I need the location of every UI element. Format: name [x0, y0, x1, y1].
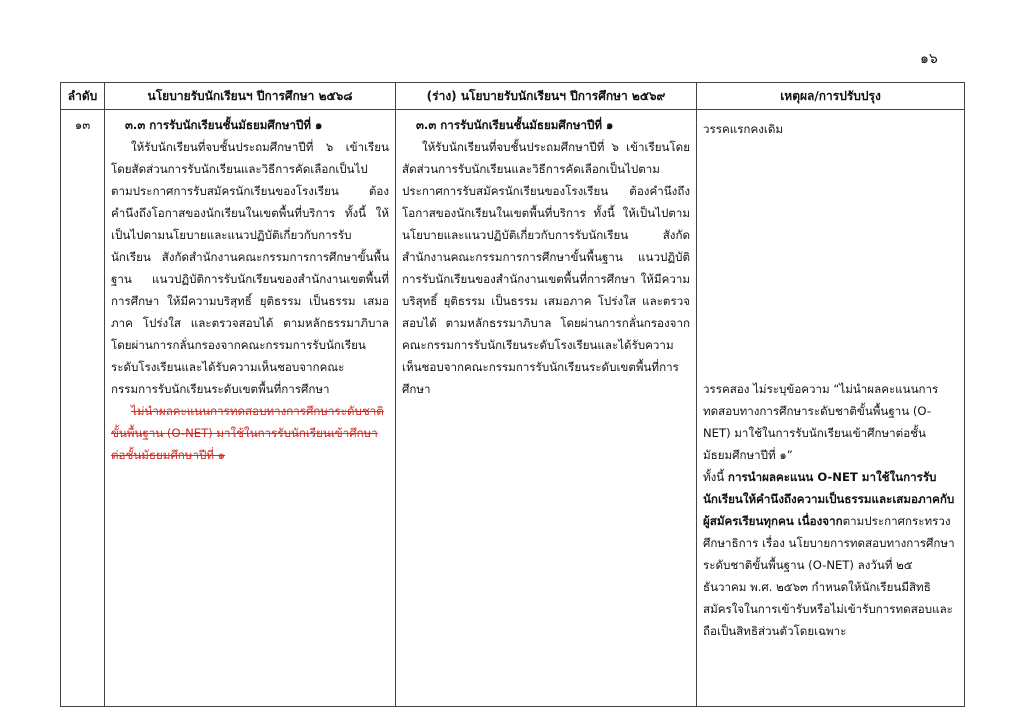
- header-reason: เหตุผล/การปรับปรุง: [697, 83, 965, 110]
- policy-2569-cell: [396, 110, 697, 707]
- reason-cell: [697, 110, 965, 707]
- page-number: ๑๖: [920, 51, 938, 67]
- reason-first-paragraph: วรรคแรกคงเดิม: [703, 122, 783, 136]
- policy-2569-heading: ๓.๓ การรับนักเรียนชั้นมัธยมศึกษาปีที่ ๑: [416, 118, 614, 132]
- reason-second-paragraph: วรรคสอง ไม่ระบุข้อความ “ไม่นำผลคะแนนการทดสอบทางการศึกษาระดับชาติขั้นพื้นฐาน (O-NET) มาใช้ในการรับนักเรียนเข้าศึกษาต่อชั้นมัธยมศึกษาปีที่ ๑”: [703, 382, 939, 462]
- policy-2568-paragraph: ให้รับนักเรียนที่จบชั้นประถมศึกษาปีที่ ๖ เข้าเรียนโดยสัดส่วนการรับนักเรียนและวิธีการคัดเลือกเป็นไปตามประกาศการรับสมัครนักเรียนของโรงเรียน ต้องคำนึงถึงโอกาสของนักเรียนในเขตพื้นที่บริการ ทั้งนี้ ให้เป็นไปตามนโยบายและแนวปฏิบัติเกี่ยวกับการรับนักเรียน สังกัดสำนักงานคณะกรรมการการศึกษาขั้นพื้นฐาน แนวปฏิบัติการรับนักเรียนของสำนักงานเขตพื้นที่การศึกษา ให้มีความบริสุทธิ์ ยุติธรรม เป็นธรรม เสมอภาค โปร่งใส และตรวจสอบได้ ตามหลักธรรมาภิบาล โดยผ่านการกลั่นกรองจากคณะกรรมการรับนักเรียนระดับโรงเรียนและได้รับความเห็นชอบจากคณะกรรมการรับนักเรียนระดับเขตพื้นที่การศึกษา: [111, 140, 389, 396]
- reason-third-bold: การนำผลคะแนน O-NET มาใช้ในการรับนักเรียนให้คำนึงถึงความเป็นธรรมและเสมอภาคกับผู้สมัครเรียนทุกคน เนื่องจาก: [703, 470, 955, 528]
- policy-comparison-table: [60, 82, 965, 707]
- reason-third-paragraph: [703, 466, 958, 642]
- header-policy-2568: นโยบายรับนักเรียนฯ ปีการศึกษา ๒๕๖๘: [105, 83, 396, 110]
- policy-2568-heading: ๓.๓ การรับนักเรียนชั้นมัธยมศึกษาปีที่ ๑: [125, 118, 323, 132]
- header-policy-2569: (ร่าง) นโยบายรับนักเรียนฯ ปีการศึกษา ๒๕๖๙: [396, 83, 697, 110]
- reason-third-rest: ตามประกาศกระทรวงศึกษาธิการ เรื่อง นโยบายการทดสอบทางการศึกษาระดับชาติขั้นพื้นฐาน (O-NET) ลงวันที่ ๒๕ ธันวาคม พ.ศ. ๒๕๖๓ กำหนดให้นักเรียนมีสิทธิสมัครใจในการเข้ารับหรือไม่เข้ารับการทดสอบและถือเป็นสิทธิส่วนตัวโดยเฉพาะ: [703, 514, 955, 638]
- reason-third-lead: ทั้งนี้: [703, 470, 728, 484]
- table-header-row: [61, 83, 965, 110]
- policy-2568-struck-text: ไม่นำผลคะแนนการทดสอบทางการศึกษาระดับชาติขั้นพื้นฐาน (O-NET) มาใช้ในการรับนักเรียนเข้าศึกษาต่อชั้นมัธยมศึกษาปีที่ ๑: [111, 404, 384, 462]
- policy-2569-paragraph: ให้รับนักเรียนที่จบชั้นประถมศึกษาปีที่ ๖ เข้าเรียนโดยสัดส่วนการรับนักเรียนและวิธีการคัดเลือกเป็นไปตามประกาศการรับสมัครนักเรียนของโรงเรียน ต้องคำนึงถึงโอกาสของนักเรียนในเขตพื้นที่บริการ ทั้งนี้ ให้เป็นไปตามนโยบายและแนวปฏิบัติเกี่ยวกับการรับนักเรียน สังกัดสำนักงานคณะกรรมการการศึกษาขั้นพื้นฐาน แนวปฏิบัติการรับนักเรียนของสำนักงานเขตพื้นที่การศึกษา ให้มีความบริสุทธิ์ ยุติธรรม เป็นธรรม เสมอภาค โปร่งใส และตรวจสอบได้ ตามหลักธรรมาภิบาล โดยผ่านการกลั่นกรองจากคณะกรรมการรับนักเรียนระดับโรงเรียนและได้รับความเห็นชอบจากคณะกรรมการรับนักเรียนระดับเขตพื้นที่การศึกษา: [402, 140, 690, 396]
- table-row: [61, 110, 965, 707]
- header-order: ลำดับ: [61, 83, 105, 110]
- row-order: ๑๓: [61, 110, 105, 707]
- policy-2568-cell: [105, 110, 396, 707]
